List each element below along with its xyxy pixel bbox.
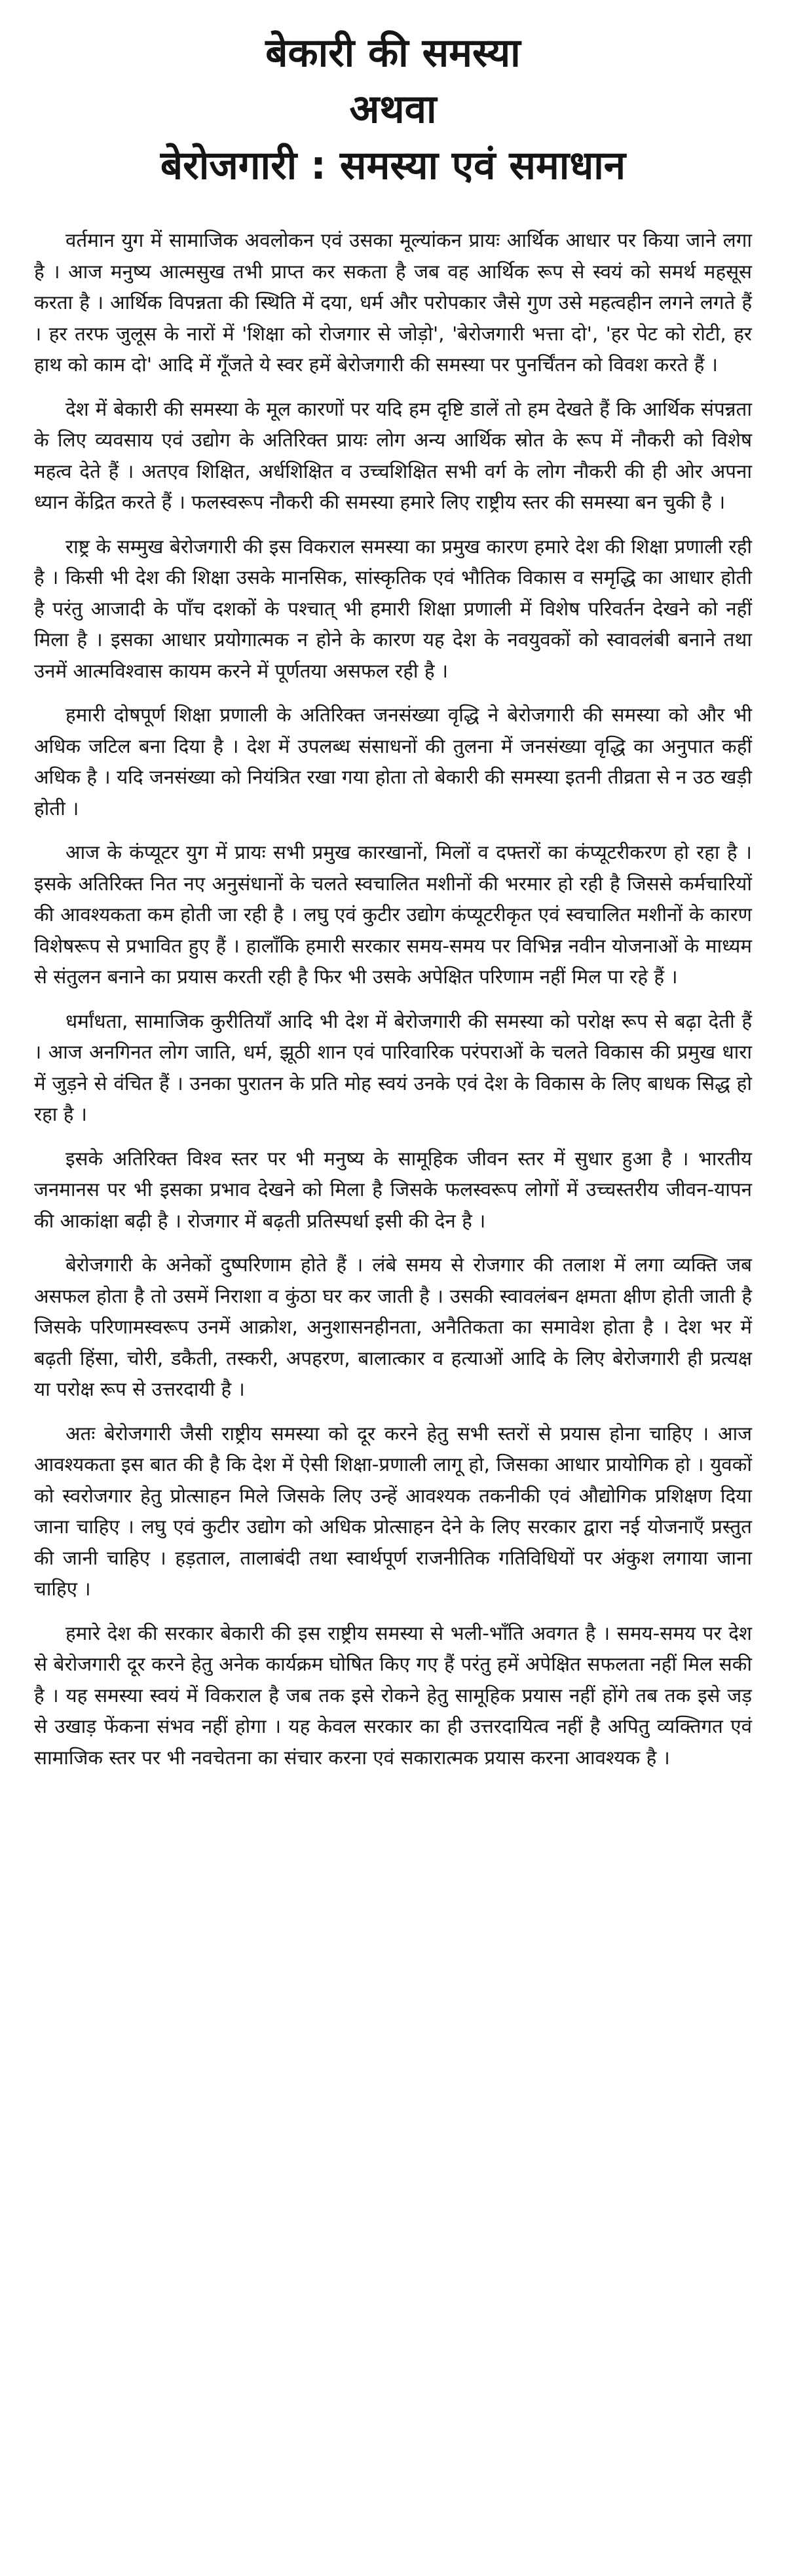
paragraph-3: राष्ट्र के सम्मुख बेरोजगारी की इस विकराल समस्या का प्रमुख कारण हमारे देश की शिक्षा प्रणाली रही है । किसी भी देश की शिक्षा उसके मानसिक, सांस्कृतिक एवं भौतिक विकास व समृद्धि का आधार होती है परंतु आजादी के पाँच दशकों के पश्चात् भी हमारी शिक्षा प्रणाली में विशेष परिवर्तन देखने को नहीं मिला है । इसका आधार प्रयोगात्मक न होने के कारण यह देश के नवयुवकों को स्वावलंबी बनाने तथा उनमें आत्मविश्वास कायम करने में पूर्णतया असफल रही है ।	[34, 535, 752, 682]
essay-body	[34, 225, 752, 1773]
paragraph-8: बेरोजगारी के अनेकों दुष्परिणाम होते हैं । लंबे समय से रोजगार की तलाश में लगा व्यक्ति जब असफल होता है तो उसमें निराशा व कुंठा घर कर जाती है । उसकी स्वावलंबन क्षमता क्षीण होती जाती है जिसके परिणामस्वरूप उनमें आक्रोश, अनुशासनहीनता, अनैतिकता का समावेश होता है । देश भर में बढ़ती हिंसा, चोरी, डकैती, तस्करी, अपहरण, बालात्कार व हत्याओं आदि के लिए बेरोजगारी ही प्रत्यक्ष या परोक्ष रूप से उत्तरदायी है ।	[34, 1254, 752, 1400]
essay-subtitle: बेरोजगारी : समस्या एवं समाधान	[160, 143, 626, 189]
paragraph-1: वर्तमान युग में सामाजिक अवलोकन एवं उसका मूल्यांकन प्रायः आर्थिक आधार पर किया जाने लगा है । आज मनुष्य आत्मसुख तभी प्राप्त कर सकता है जब वह आर्थिक रूप से स्वयं को समर्थ महसूस करता है । आर्थिक विपन्नता की स्थिति में दया, धर्म और परोपकार जैसे गुण उसे महत्वहीन लगने लगते हैं । हर तरफ जुलूस के नारों में 'शिक्षा को रोजगार से जोड़ो', 'बेरोजगारी भत्ता दो', 'हर पेट को रोटी, हर हाथ को काम दो' आदि में गूँजते ये स्वर हमें बेरोजगारी की समस्या पर पुनर्चिंतन को विवश करते हैं ।	[34, 229, 752, 376]
paragraph-10: हमारे देश की सरकार बेकारी की इस राष्ट्रीय समस्या से भली-भाँति अवगत है । समय-समय पर देश से बेरोजगारी दूर करने हेतु अनेक कार्यक्रम घोषित किए गए हैं परंतु हमें अपेक्षित सफलता नहीं मिल सकी है । यह समस्या स्वयं में विकराल है जब तक इसे रोकने हेतु सामूहिक प्रयास नहीं होंगे तब तक इसे जड़ से उखाड़ फेंकना संभव नहीं होगा । यह केवल सरकार का ही उत्तरदायित्व नहीं है अपितु व्यक्तिगत एवं सामाजिक स्तर पर भी नवचेतना का संचार करना एवं सकारात्मक प्रयास करना आवश्यक है ।	[34, 1622, 752, 1769]
paragraph-4: हमारी दोषपूर्ण शिक्षा प्रणाली के अतिरिक्त जनसंख्या वृद्धि ने बेरोजगारी की समस्या को और भी अधिक जटिल बना दिया है । देश में उपलब्ध संसाधनों की तुलना में जनसंख्या वृद्धि का अनुपात कहीं अधिक है । यदि जनसंख्या को नियंत्रित रखा गया होता तो बेकारी की समस्या इतनी तीव्रता से न उठ खड़ी होती ।	[34, 704, 753, 820]
paragraph-9: अतः बेरोजगारी जैसी राष्ट्रीय समस्या को दूर करने हेतु सभी स्तरों से प्रयास होना चाहिए । आज आवश्यकता इस बात की है कि देश में ऐसी शिक्षा-प्रणाली लागू हो, जिसका आधार प्रायोगिक हो । युवकों को स्वरोजगार हेतु प्रोत्साहन मिले जिसके लिए उन्हें आवश्यक तकनीकी एवं औद्योगिक प्रशिक्षण दिया जाना चाहिए । लघु एवं कुटीर उद्योग को अधिक प्रोत्साहन देने के लिए सरकार द्वारा नई योजनाएँ प्रस्तुत की जानी चाहिए । हड़ताल, तालाबंदी तथा स्वार्थपूर्ण राजनीतिक गतिविधियों पर अंकुश लगाया जाना चाहिए ।	[34, 1422, 752, 1600]
paragraph-7: इसके अतिरिक्त विश्व स्तर पर भी मनुष्य के सामूहिक जीवन स्तर में सुधार हुआ है । भारतीय जनमानस पर भी इसका प्रभाव देखने को मिला है जिसके फलस्वरूप लोगों में उच्चस्तरीय जीवन-यापन की आकांक्षा बढ़ी है । रोजगार में बढ़ती प्रतिस्पर्धा इसी की देन है ।	[34, 1147, 752, 1232]
paragraph-5: आज के कंप्यूटर युग में प्रायः सभी प्रमुख कारखानों, मिलों व दफ्तरों का कंप्यूटरीकरण हो रहा है । इसके अतिरिक्त नित नए अनुसंधानों के चलते स्वचालित मशीनों की भरमार हो रही है जिससे कर्मचारियों की आवश्यकता कम होती जा रही है । लघु एवं कुटीर उद्योग कंप्यूटरीकृत एवं स्वचालित मशीनों के कारण विशेषरूप से प्रभावित हुए हैं । हालाँकि हमारी सरकार समय-समय पर विभिन्न नवीन योजनाओं के माध्यम से संतुलन बनाने का प्रयास करती रही है फिर भी उसके अपेक्षित परिणाम नहीं मिल पा रहे हैं ।	[34, 841, 752, 988]
essay-title-block	[34, 25, 752, 194]
essay-title: बेकारी की समस्या	[265, 30, 521, 76]
paragraph-6: धर्मांधता, सामाजिक कुरीतियाँ आदि भी देश में बेरोजगारी की समस्या को परोक्ष रूप से बढ़ा देती हैं । आज अनगिनत लोग जाति, धर्म, झूठी शान एवं पारिवारिक परंपराओं के चलते विकास की प्रमुख धारा में जुड़ने से वंचित हैं । उनका पुरातन के प्रति मोह स्वयं उनके एवं देश के विकास के लिए बाधक सिद्ध हो रहा है ।	[34, 1009, 752, 1125]
essay-title-separator: अथवा	[349, 86, 437, 132]
paragraph-2: देश में बेकारी की समस्या के मूल कारणों पर यदि हम दृष्टि डालें तो हम देखते हैं कि आर्थिक संपन्नता के लिए व्यवसाय एवं उद्योग के अतिरिक्त प्रायः लोग अन्य आर्थिक स्रोत के रूप में नौकरी को विशेष महत्व देते हैं । अतएव शिक्षित, अर्धशिक्षित व उच्चशिक्षित सभी वर्ग के लोग नौकरी की ही ओर अपना ध्यान केंद्रित करते हैं । फलस्वरूप नौकरी की समस्या हमारे लिए राष्ट्रीय स्तर की समस्या बन चुकी है ।	[34, 397, 752, 513]
